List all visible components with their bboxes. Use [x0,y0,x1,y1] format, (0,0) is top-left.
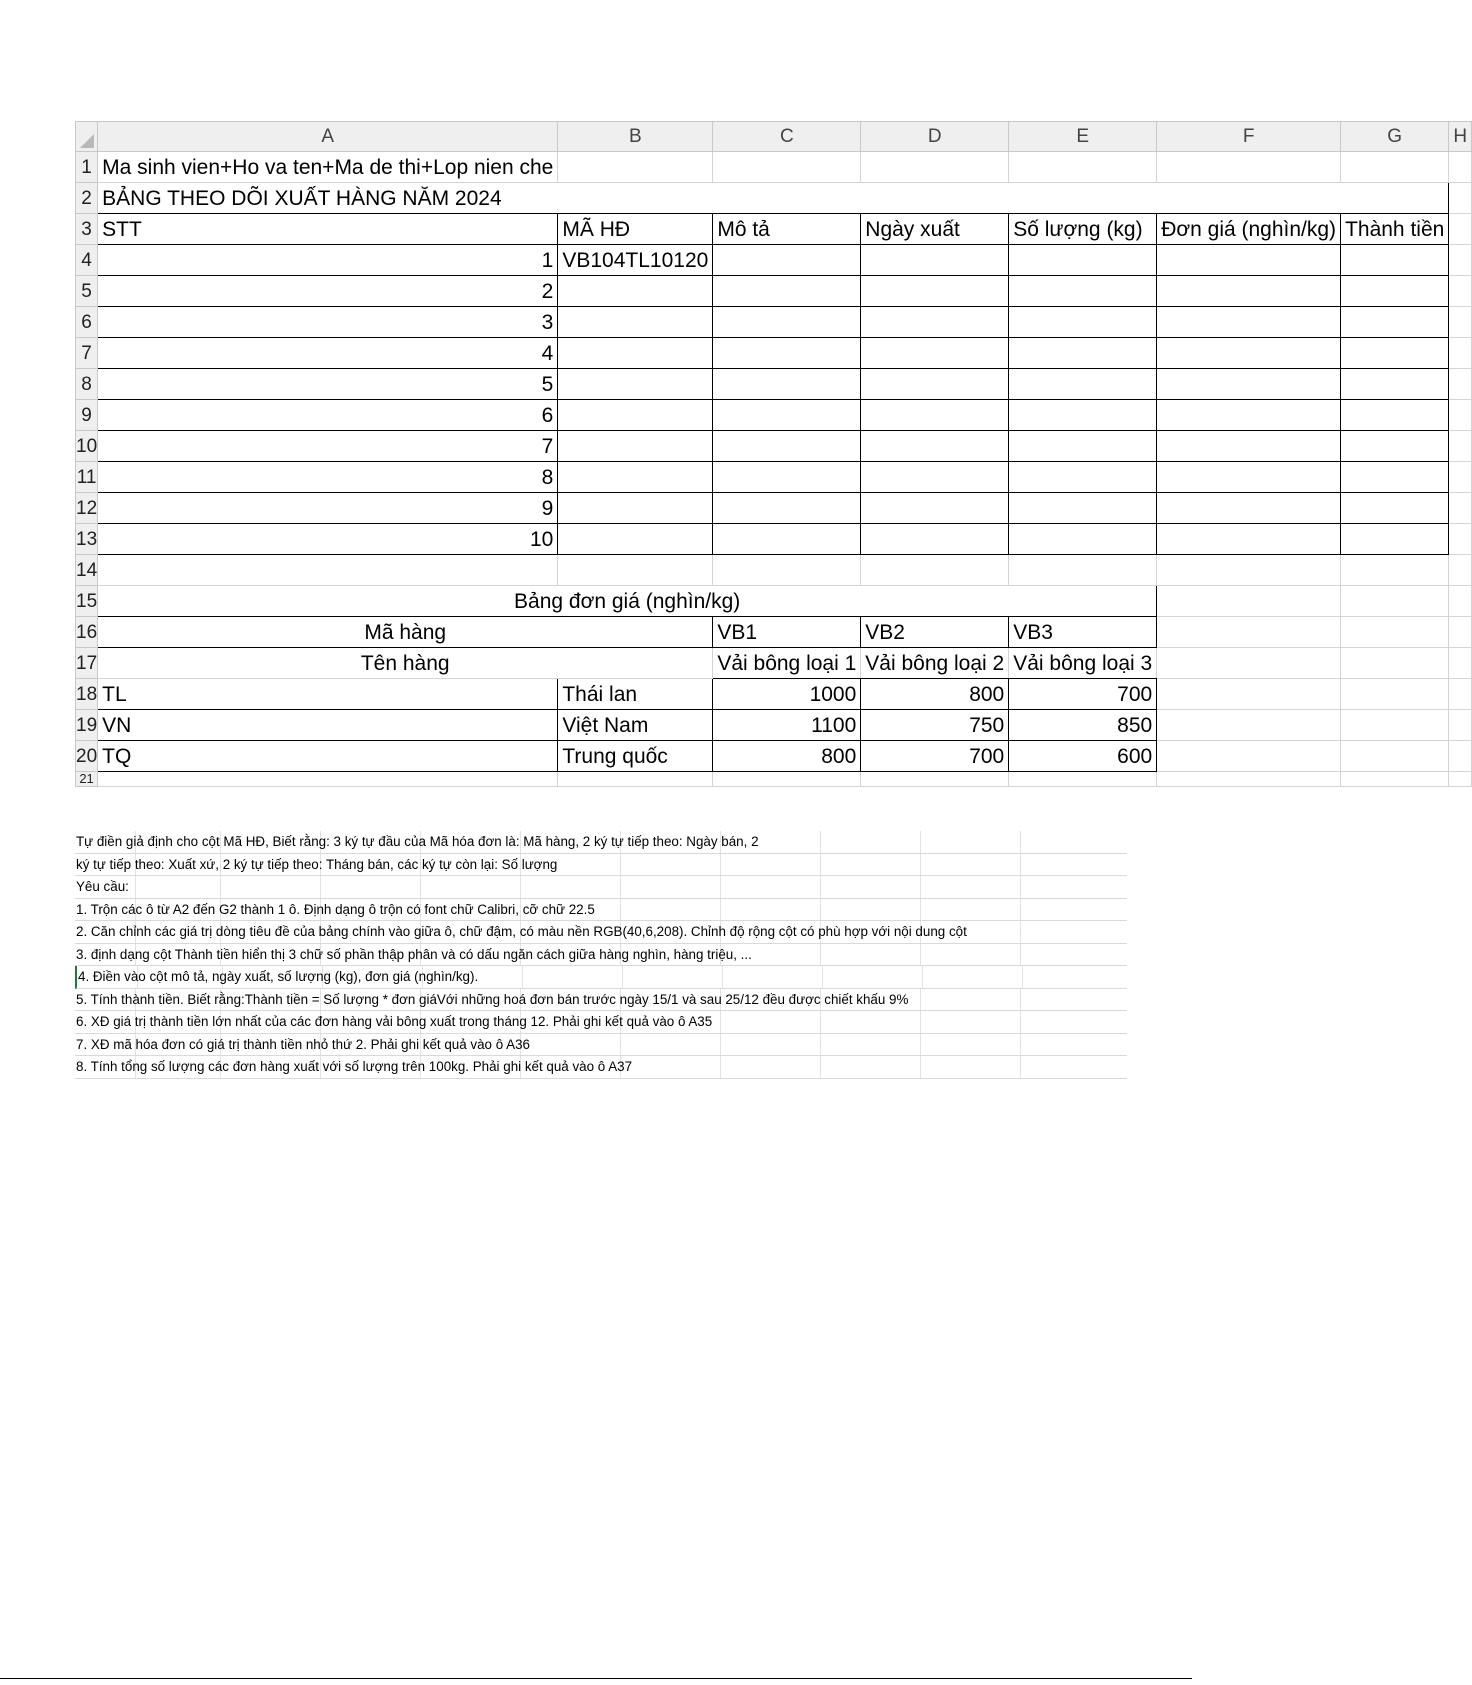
grid-line [920,899,921,921]
grid-line [620,899,621,921]
row-header-20[interactable]: 20 [76,741,98,772]
grid-line [820,944,821,966]
cell-stt[interactable]: 7 [98,431,558,462]
grid-line [1020,989,1021,1011]
col-header-h[interactable]: H [1449,122,1472,152]
cell-ma-hd[interactable] [558,524,713,555]
grid-line [720,1034,721,1056]
cell-so-luong[interactable] [1009,369,1157,400]
row-header-16[interactable]: 16 [76,617,98,648]
cell-g[interactable] [1341,741,1449,772]
cell-a14[interactable] [98,555,558,586]
grid-line [920,876,921,898]
grid-line [720,876,721,898]
instruction-text: Tự điền giả định cho cột Mã HĐ, Biết rằng: 3 ký tự đầu của Mã hóa đơn là: Mã hàng, 2 ký tự tiếp theo: Ngày bán, 2 [76,834,759,849]
grid-line [722,966,723,988]
cell-h16[interactable] [1449,617,1472,648]
grid-line [720,1056,721,1078]
row-header-14[interactable]: 14 [76,555,98,586]
cell-d14[interactable] [861,555,1009,586]
row-21 [76,772,1472,787]
cell-ngay-xuat[interactable] [861,369,1009,400]
row-header-13[interactable]: 13 [76,524,98,555]
instruction-line [75,876,1127,899]
cell-ngay-xuat[interactable] [861,276,1009,307]
cell-stt[interactable]: 8 [98,462,558,493]
cell-stt[interactable]: 9 [98,493,558,524]
country-code[interactable]: TL [98,679,558,710]
table-row [76,338,1472,369]
price-vb2[interactable]: 800 [861,679,1009,710]
row-15 [76,586,1472,617]
row-header-21[interactable]: 21 [76,772,98,787]
row-header-7[interactable]: 7 [76,338,98,369]
cell-ma-hd[interactable] [558,369,713,400]
cell-h[interactable] [1449,307,1472,338]
cell-ma-hd[interactable] [558,400,713,431]
cell-stt[interactable]: 6 [98,400,558,431]
grid-line [820,876,821,898]
cell-thanh-tien[interactable] [1341,462,1449,493]
row-header-3[interactable]: 3 [76,214,98,245]
cell-ngay-xuat[interactable] [861,400,1009,431]
row-header-2[interactable]: 2 [76,183,98,214]
table-row [76,679,1472,710]
grid-line [135,876,136,898]
cell-don-gia[interactable] [1157,462,1341,493]
grid-line [620,876,621,898]
cell-g15[interactable] [1341,586,1449,617]
instruction-text: 3. định dạng cột Thành tiền hiển thị 3 chữ số phần thập phân và có dấu ngăn cách giữa hàng nghìn, hàng triệu, ... [76,946,752,962]
cell-g21[interactable] [1341,772,1449,787]
grid-line [320,876,321,898]
cell-don-gia[interactable] [1157,245,1341,276]
cell-h[interactable] [1449,400,1472,431]
sheet-grid [75,121,1472,787]
instruction-text: 1. Trộn các ô từ A2 đến G2 thành 1 ô. Định dạng ô trộn có font chữ Calibri, cỡ chữ 22.5 [76,901,595,917]
cell-so-luong[interactable] [1009,307,1157,338]
cell-ma-hd[interactable]: VB104TL10120 [558,245,713,276]
cell-mo-ta[interactable] [713,338,861,369]
row-header-15[interactable]: 15 [76,586,98,617]
grid-line [920,1034,921,1056]
cell-so-luong[interactable] [1009,524,1157,555]
row-header-10[interactable]: 10 [76,431,98,462]
grid-line [1020,854,1021,876]
table-row [76,710,1472,741]
grid-line [820,899,821,921]
table-row [76,462,1472,493]
cell-mo-ta[interactable] [713,307,861,338]
instruction-line [75,989,1127,1012]
cell-g17[interactable] [1341,648,1449,679]
row-header-11[interactable]: 11 [76,462,98,493]
instruction-text: Yêu cầu: [76,879,129,894]
table-row [76,245,1472,276]
cell-ma-hd[interactable] [558,462,713,493]
table-row [76,431,1472,462]
cell-h3[interactable] [1449,214,1472,245]
row-16 [76,617,1472,648]
cell-ngay-xuat[interactable] [861,524,1009,555]
row-3 [76,214,1472,245]
country-code[interactable]: VN [98,710,558,741]
instruction-line [75,899,1127,922]
price-vb1[interactable]: 1000 [713,679,861,710]
instruction-text: 2. Căn chỉnh các giá trị dòng tiêu đề của bảng chính vào giữa ô, chữ đậm, có màu nền RGB(40,6,208). Chỉnh độ rộng cột có phù hợp với nội dung cột [76,924,967,939]
cell-so-luong[interactable] [1009,276,1157,307]
cell-h15[interactable] [1449,586,1472,617]
table-row [76,741,1472,772]
price-vb3[interactable]: 850 [1009,710,1157,741]
code-vb2[interactable]: VB2 [861,617,1009,648]
cell-thanh-tien[interactable] [1341,369,1449,400]
name-vb1[interactable]: Vải bông loại 1 [713,648,861,679]
grid-line [920,989,921,1011]
cell-a1[interactable]: Ma sinh vien+Ho va ten+Ma de thi+Lop nien che [98,152,558,183]
cell-b1[interactable] [558,152,713,183]
cell-ngay-xuat[interactable] [861,307,1009,338]
cell-so-luong[interactable] [1009,338,1157,369]
grid-line [720,899,721,921]
cell-h[interactable] [1449,245,1472,276]
row-17 [76,648,1472,679]
grid-line [622,966,623,988]
instruction-text: ký tự tiếp theo: Xuất xứ, 2 ký tự tiếp theo: Tháng bán, các ký tự còn lại: Số lượng [76,856,558,872]
price-vb3[interactable]: 600 [1009,741,1157,772]
cell-ma-hd[interactable] [558,276,713,307]
cell-thanh-tien[interactable] [1341,493,1449,524]
cell-so-luong[interactable] [1009,245,1157,276]
row-14 [76,555,1472,586]
cell-f16[interactable] [1157,617,1341,648]
cell-h[interactable] [1449,493,1472,524]
cell-ngay-xuat[interactable] [861,493,1009,524]
cell-b21[interactable] [558,772,713,787]
page-divider [0,1678,1192,1679]
cell-ngay-xuat[interactable] [861,431,1009,462]
select-all-corner[interactable] [76,122,98,152]
cell-f21[interactable] [1157,772,1341,787]
name-vb3[interactable]: Vải bông loại 3 [1009,648,1157,679]
price-vb1[interactable]: 800 [713,741,861,772]
header-ngay-xuat[interactable]: Ngày xuất [861,214,1009,245]
cell-h[interactable] [1449,524,1472,555]
cell-so-luong[interactable] [1009,431,1157,462]
cell-f14[interactable] [1157,555,1341,586]
grid-line [1020,876,1021,898]
cell-mo-ta[interactable] [713,245,861,276]
cell-don-gia[interactable] [1157,400,1341,431]
grid-line [820,854,821,876]
grid-line [1020,831,1021,853]
cell-don-gia[interactable] [1157,276,1341,307]
cell-mo-ta[interactable] [713,524,861,555]
cell-b14[interactable] [558,555,713,586]
cell-g[interactable] [1341,710,1449,741]
instruction-line-selected [75,966,1127,989]
grid-line [820,831,821,853]
ten-hang-label[interactable]: Tên hàng [98,648,713,679]
instruction-text: 4. Điền vào cột mô tả, ngày xuất, số lượng (kg), đơn giá (nghìn/kg). [78,969,479,984]
grid-line [920,1011,921,1033]
cell-c1[interactable] [713,152,861,183]
cell-thanh-tien[interactable] [1341,276,1449,307]
cell-f17[interactable] [1157,648,1341,679]
grid-line [522,966,523,988]
cell-g1[interactable] [1341,152,1449,183]
grid-line [1020,921,1021,943]
cell-f[interactable] [1157,679,1341,710]
cell-stt[interactable]: 1 [98,245,558,276]
name-vb2[interactable]: Vải bông loại 2 [861,648,1009,679]
row-header-17[interactable]: 17 [76,648,98,679]
table-row [76,400,1472,431]
cell-h21[interactable] [1449,772,1472,787]
cell-f15[interactable] [1157,586,1341,617]
table-row [76,369,1472,400]
grid-line [420,876,421,898]
cell-ngay-xuat[interactable] [861,245,1009,276]
cell-don-gia[interactable] [1157,493,1341,524]
grid-line [820,1056,821,1078]
cell-so-luong[interactable] [1009,400,1157,431]
cell-don-gia[interactable] [1157,524,1341,555]
cell-e21[interactable] [1009,772,1157,787]
row-header-5[interactable]: 5 [76,276,98,307]
instructions-block [75,831,1127,1087]
col-header-f[interactable]: F [1157,122,1341,152]
cell-h[interactable] [1449,710,1472,741]
column-header-row [76,122,1472,152]
row-1 [76,152,1472,183]
cell-h[interactable] [1449,338,1472,369]
cell-h[interactable] [1449,462,1472,493]
cell-f1[interactable] [1157,152,1341,183]
cell-so-luong[interactable] [1009,462,1157,493]
cell-h[interactable] [1449,369,1472,400]
cell-f[interactable] [1157,741,1341,772]
cell-ma-hd[interactable] [558,307,713,338]
cell-mo-ta[interactable] [713,493,861,524]
grid-line [1020,1011,1021,1033]
header-don-gia[interactable]: Đơn giá (nghìn/kg) [1157,214,1341,245]
header-mo-ta[interactable]: Mô tả [713,214,861,245]
cell-h[interactable] [1449,431,1472,462]
cell-ngay-xuat[interactable] [861,338,1009,369]
cell-don-gia[interactable] [1157,431,1341,462]
col-header-b[interactable]: B [558,122,713,152]
instruction-text: 5. Tính thành tiền. Biết rằng:Thành tiền = Số lượng * đơn giáVới những hoá đơn bán trước ngày 15/1 và sau 25/12 đều được chiết khấu 9% [76,991,909,1007]
grid-line [720,1011,721,1033]
cell-thanh-tien[interactable] [1341,400,1449,431]
cell-h[interactable] [1449,741,1472,772]
instruction-text: 6. XĐ giá trị thành tiền lớn nhất của các đơn hàng vải bông xuất trong tháng 12. Phải ghi kết quả vào ô A35 [76,1014,713,1029]
cell-g[interactable] [1341,679,1449,710]
cell-h14[interactable] [1449,555,1472,586]
row-header-12[interactable]: 12 [76,493,98,524]
cell-c21[interactable] [713,772,861,787]
cell-h17[interactable] [1449,648,1472,679]
grid-line [620,854,621,876]
instruction-text: 7. XĐ mã hóa đơn có giá trị thành tiền nhỏ thứ 2. Phải ghi kết quả vào ô A36 [76,1036,530,1052]
row-header-19[interactable]: 19 [76,710,98,741]
header-so-luong[interactable]: Số lượng (kg) [1009,214,1157,245]
price-vb1[interactable]: 1100 [713,710,861,741]
cell-g14[interactable] [1341,555,1449,586]
instruction-line [75,921,1127,944]
price-vb3[interactable]: 700 [1009,679,1157,710]
cell-thanh-tien[interactable] [1341,338,1449,369]
cell-thanh-tien[interactable] [1341,307,1449,338]
grid-line [920,831,921,853]
col-header-a[interactable]: A [98,122,558,152]
col-header-g[interactable]: G [1341,122,1449,152]
grid-line [720,854,721,876]
cell-d21[interactable] [861,772,1009,787]
code-vb1[interactable]: VB1 [713,617,861,648]
cell-d1[interactable] [861,152,1009,183]
grid-line [220,876,221,898]
grid-line [922,966,923,988]
table-row [76,493,1472,524]
country-name[interactable]: Việt Nam [558,710,713,741]
header-thanh-tien[interactable]: Thành tiền [1341,214,1449,245]
ma-hang-label[interactable]: Mã hàng [98,617,713,648]
cell-don-gia[interactable] [1157,307,1341,338]
cell-a21[interactable] [98,772,558,787]
cell-so-luong[interactable] [1009,493,1157,524]
cell-h[interactable] [1449,679,1472,710]
cell-thanh-tien[interactable] [1341,245,1449,276]
cell-don-gia[interactable] [1157,338,1341,369]
cell-f[interactable] [1157,710,1341,741]
cell-e1[interactable] [1009,152,1157,183]
header-ma-hd[interactable]: MÃ HĐ [558,214,713,245]
cell-mo-ta[interactable] [713,276,861,307]
instruction-line [75,1011,1127,1034]
cell-a2-merged-title[interactable]: BẢNG THEO DÕI XUẤT HÀNG NĂM 2024 [98,183,1449,214]
col-header-c[interactable]: C [713,122,861,152]
grid-line [1022,966,1023,988]
cell-c14[interactable] [713,555,861,586]
instruction-line [75,831,1127,854]
cell-ngay-xuat[interactable] [861,462,1009,493]
cell-ma-hd[interactable] [558,493,713,524]
price-table-title[interactable]: Bảng đơn giá (nghìn/kg) [98,586,1157,617]
table-row [76,276,1472,307]
grid-line [1020,1056,1021,1078]
cell-h2[interactable] [1449,183,1472,214]
grid-line [920,944,921,966]
grid-line [822,966,823,988]
header-stt[interactable]: STT [98,214,558,245]
instruction-line [75,1034,1127,1057]
grid-line [1020,1034,1021,1056]
grid-line [820,1011,821,1033]
grid-line [920,1056,921,1078]
cell-ma-hd[interactable] [558,338,713,369]
spreadsheet [75,121,1468,805]
cell-ma-hd[interactable] [558,431,713,462]
cell-stt[interactable]: 2 [98,276,558,307]
cell-mo-ta[interactable] [713,462,861,493]
instruction-text: 8. Tính tổng số lượng các đơn hàng xuất với số lượng trên 100kg. Phải ghi kết quả vào ô A37 [76,1059,633,1074]
grid-line [920,854,921,876]
table-row [76,524,1472,555]
grid-line [820,1034,821,1056]
cell-stt[interactable]: 3 [98,307,558,338]
country-name[interactable]: Trung quốc [558,741,713,772]
col-header-d[interactable]: D [861,122,1009,152]
country-name[interactable]: Thái lan [558,679,713,710]
cell-h[interactable] [1449,276,1472,307]
price-vb2[interactable]: 700 [861,741,1009,772]
row-header-9[interactable]: 9 [76,400,98,431]
cell-g16[interactable] [1341,617,1449,648]
cell-stt[interactable]: 5 [98,369,558,400]
row-2 [76,183,1472,214]
instruction-line [75,1056,1127,1079]
row-header-1[interactable]: 1 [76,152,98,183]
country-code[interactable]: TQ [98,741,558,772]
grid-line [520,876,521,898]
cell-don-gia[interactable] [1157,369,1341,400]
cell-thanh-tien[interactable] [1341,524,1449,555]
table-row [76,307,1472,338]
grid-line [1020,899,1021,921]
row-header-4[interactable]: 4 [76,245,98,276]
cell-thanh-tien[interactable] [1341,431,1449,462]
grid-line [1020,944,1021,966]
row-header-18[interactable]: 18 [76,679,98,710]
row-header-6[interactable]: 6 [76,307,98,338]
cell-stt[interactable]: 10 [98,524,558,555]
cell-h1[interactable] [1449,152,1472,183]
cell-e14[interactable] [1009,555,1157,586]
row-header-8[interactable]: 8 [76,369,98,400]
col-header-e[interactable]: E [1009,122,1157,152]
cell-mo-ta[interactable] [713,369,861,400]
cell-stt[interactable]: 4 [98,338,558,369]
cell-mo-ta[interactable] [713,431,861,462]
grid-line [620,1034,621,1056]
cell-mo-ta[interactable] [713,400,861,431]
instruction-line [75,854,1127,877]
price-vb2[interactable]: 750 [861,710,1009,741]
instruction-line [75,944,1127,967]
code-vb3[interactable]: VB3 [1009,617,1157,648]
